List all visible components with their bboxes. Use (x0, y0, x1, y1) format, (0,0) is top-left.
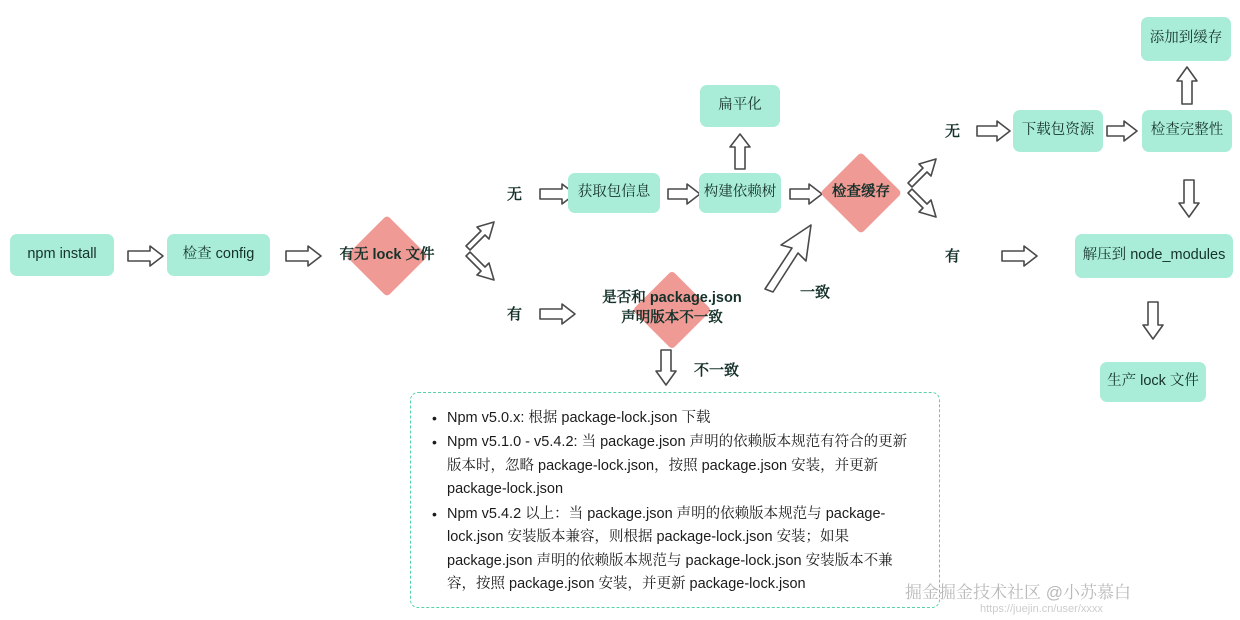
node-flatten (700, 85, 780, 127)
decision-check-cache-label: 检查缓存 (832, 184, 890, 201)
node-label: 添加到缓存 (1149, 30, 1223, 47)
node-download-package (1013, 110, 1103, 152)
arrow-cache-none-to-download (975, 119, 1013, 143)
node-label: 解压到 node_modules (1082, 247, 1226, 264)
node-label: npm install (27, 246, 97, 263)
arrow-lock-down (462, 253, 498, 287)
arrow-integrity-down (1176, 178, 1202, 220)
watermark-main: 掘金掘金技术社区 @小苏慕白 (905, 583, 1131, 602)
edge-label-consistent: 一致 (800, 284, 831, 301)
node-npm-install (10, 234, 114, 276)
node-check-config (167, 234, 270, 276)
arrow-cache-yes-to-extract (1000, 244, 1040, 268)
arrow-download-to-integrity (1105, 119, 1139, 143)
arrow-integrity-to-cache-add (1174, 64, 1200, 106)
arrow-install-to-config (126, 244, 166, 268)
node-get-package-info (568, 173, 660, 213)
node-label: 下载包资源 (1021, 122, 1095, 139)
edge-label-inconsistent: 不一致 (694, 362, 740, 379)
node-label: 检查完整性 (1150, 122, 1224, 139)
decision-version-mismatch-label (586, 285, 758, 333)
edge-label-cache-yes: 有 (945, 248, 961, 265)
arrow-extract-to-lockfile (1140, 300, 1166, 342)
node-generate-lock (1100, 362, 1206, 402)
edge-label-lock-yes: 有 (507, 306, 523, 323)
decision-label-line1: 是否和 package.json (602, 290, 742, 307)
node-extract-node-modules (1075, 234, 1233, 278)
arrow-lock-up (462, 215, 498, 249)
node-label: 获取包信息 (577, 184, 651, 201)
edge-label-lock-none: 无 (507, 186, 523, 203)
node-build-dep-tree (699, 173, 781, 213)
node-label: 检查 config (182, 246, 255, 263)
decision-has-lock-label: 有无 lock 文件 (339, 247, 435, 264)
node-label: 生产 lock 文件 (1107, 373, 1199, 390)
arrow-inconsistent-down (653, 348, 679, 388)
arrow-deptree-to-flatten (727, 131, 753, 171)
arrow-info-to-deptree (666, 182, 702, 206)
note-item: • Npm v5.4.2 以上：当 package.json 声明的依赖版本规范与 package-lock.json 安装版本兼容，则根据 package-lock.json 安装；如果 package.json 声明的依赖版本规范与 package-lock.json 安装版本不兼容，按照 package.json 安装，并更新 package-lock.json (445, 503, 921, 597)
arrow-cache-down (904, 190, 940, 224)
node-label: 扁平化 (718, 97, 762, 114)
node-check-integrity (1142, 110, 1232, 152)
arrow-lock-yes-to-mismatch (538, 302, 578, 326)
note-item: • Npm v5.0.x: 根据 package-lock.json 下载 (445, 407, 921, 430)
note-item: • Npm v5.1.0 - v5.4.2: 当 package.json 声明的依赖版本规范有符合的更新版本时，忽略 package-lock.json，按照 package.json 安装，并更新 package-lock.json (445, 431, 921, 501)
node-add-to-cache (1141, 17, 1231, 61)
edge-label-cache-none: 无 (945, 123, 961, 140)
watermark-sub: https://juejin.cn/user/xxxx (980, 603, 1103, 615)
decision-label-line2: 声明版本不一致 (621, 310, 723, 326)
arrow-cache-up (904, 152, 940, 186)
note-box (410, 392, 940, 608)
node-label: 构建依赖树 (703, 184, 777, 201)
note-list (429, 407, 921, 597)
arrow-config-to-lock (284, 244, 324, 268)
